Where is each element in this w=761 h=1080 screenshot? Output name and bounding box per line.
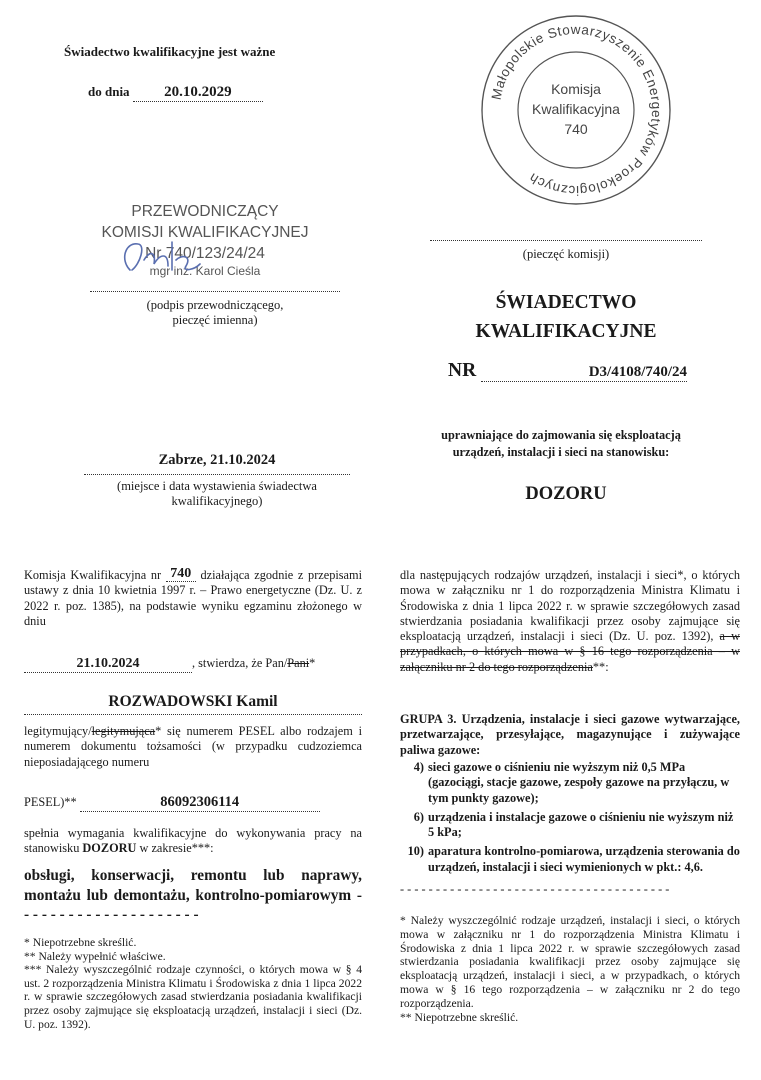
- legitymujaca-strike: legitymująca: [91, 724, 156, 738]
- p2-rest: * się numerem PESEL albo rodzajem i numerem dokumentu tożsamości (w przypadku cudzoziemca nieposiadającego numeru: [24, 724, 362, 769]
- pesel-value: 86092306114: [80, 794, 320, 812]
- p3-end: w zakresie***:: [139, 841, 214, 856]
- seal-caption: (pieczęć komisji): [522, 247, 610, 261]
- certificate-position: DOZORU: [525, 484, 607, 504]
- p3-position: DOZORU: [82, 841, 137, 856]
- exam-date: 21.10.2024: [24, 656, 192, 673]
- p1-end: , stwierdza, że Pan/: [192, 656, 288, 670]
- seal-line2: Kwalifikacyjna: [532, 101, 620, 117]
- item-num: 4): [413, 760, 424, 774]
- chair-dotted-line: [90, 291, 340, 292]
- chair-stamp-line3: Nr 740/123/24/24: [145, 245, 265, 262]
- chair-caption: [90, 298, 340, 328]
- scope-text: obsługi, konserwacji, remontu lub naprawy, montażu lub demontażu, kontrolno-pomiarowym: [24, 867, 362, 904]
- right-fn2: ** Niepotrzebne skreślić.: [400, 1010, 519, 1024]
- body-right-p1: [400, 568, 740, 675]
- pani-strike: Pani: [287, 656, 310, 670]
- place-date-caption-1: (miejsce i data wystawienia świadectwa: [117, 479, 317, 493]
- certificate-title: [430, 288, 702, 346]
- certificate-nr-value: D3/4108/740/24: [481, 364, 687, 382]
- place-date-dotted: [84, 474, 350, 475]
- place-date: Zabrze, 21.10.2024: [158, 452, 276, 468]
- chair-signature: [110, 230, 210, 290]
- scope-dashes: - - - - - - - - - - - - - - - - - - - - -: [24, 886, 362, 923]
- chair-stamp-line2: KOMISJI KWALIFIKACYJNEJ: [101, 224, 309, 241]
- rp1-text: dla następujących rodzajów urządzeń, instalacji i sieci*, o których mowa w załączniku nr 1 do rozporządzenia Ministra Klimatu i Środowiska z dnia 1 lipca 2022 r. w sprawie szczegółowych zasad stwierdzania posiadania kwalifikacji przez osoby zajmujące się eksploatacją urządzeń, instalacji i sieci (Dz. U. poz. 1392),: [400, 568, 740, 644]
- chair-stamp-line4: mgr inż. Karol Cieśla: [149, 264, 261, 278]
- p2-start: legitymujący/: [24, 724, 92, 738]
- entitles-line2: urządzeń, instalacji i sieci na stanowisku:: [452, 445, 670, 459]
- certificate-title-1: ŚWIADECTWO: [495, 292, 637, 313]
- body-left-p3: [24, 826, 362, 857]
- certificate-number-row: [448, 360, 687, 382]
- group-items: [400, 760, 740, 875]
- chair-caption-1: (podpis przewodniczącego,: [146, 298, 284, 312]
- p1-start: Komisja Kwalifikacyjna nr: [24, 568, 162, 582]
- commission-number: 740: [166, 566, 196, 582]
- seal-line3: 740: [564, 121, 588, 137]
- certificate-entitles: [405, 427, 717, 461]
- validity-prefix: do dnia: [88, 84, 130, 99]
- chair-caption-2: pieczęć imienna): [172, 313, 258, 327]
- p1-star: *: [309, 656, 316, 670]
- place-date-caption-2: kwalifikacyjnego): [171, 494, 263, 508]
- seal-ring-text: Małopolskie Stowarzyszenie Energetyków Proekologicznych: [488, 21, 665, 199]
- holder-name-dotted: [24, 714, 362, 715]
- seal-line1: Komisja: [551, 81, 601, 97]
- group-item: [400, 760, 740, 806]
- rp1-strike: a w przypadkach, o których mowa w § 16 tego rozporządzenia – w załączniku nr 2 do tego rozporządzenia: [400, 629, 740, 674]
- item-text: aparatura kontrolno-pomiarowa, urządzenia sterowania do urządzeń, instalacji i sieci wymienionych w pkt.: 4,6.: [428, 844, 740, 874]
- item-text: urządzenia i instalacje gazowe o ciśnieniu nie wyższym niż 5 kPa;: [428, 809, 734, 840]
- exam-date-row: [24, 656, 362, 673]
- right-footnotes: [400, 914, 740, 1024]
- scope-of-work: [24, 866, 362, 925]
- entitles-line1: uprawniające do zajmowania się eksploatacją: [441, 428, 681, 442]
- item-text: sieci gazowe o ciśnieniu nie wyższym niż 0,5 MPa (gazociągi, stacje gazowe, zespoły gazowe na przyłączu, w tym punkty gazowe);: [428, 760, 730, 805]
- right-dashes: - - - - - - - - - - - - - - - - - - - - - - - - - - - - - - - - - - - - - -: [400, 882, 670, 896]
- holder-name: ROZWADOWSKI Kamil: [108, 693, 278, 710]
- body-left-p2: [24, 724, 362, 770]
- certificate-nr-label: NR: [448, 360, 477, 381]
- right-fn1: * Należy wyszczególnić rodzaje urządzeń, instalacji i sieci, o których mowa w załączniku nr 1 do rozporządzenia Ministra Klimatu i Środowiska z dnia 1 lipca 2022 r. w sprawie szczegółowych zasad stwierdzania posiadania kwalifikacji przez osoby zajmujące się eksploatacją urządzeń, instalacji i sieci, a w przypadkach, o których mowa w § 16 tego rozporządzenia – w załączniku nr 2 do tego rozporządzenia.: [400, 914, 740, 1010]
- chair-stamp-line1: PRZEWODNICZĄCY: [131, 203, 279, 220]
- certificate-title-2: KWALIFIKACYJNE: [475, 321, 657, 342]
- left-fn3: *** Należy wyszczególnić rodzaje czynności, o których mowa w § 4 ust. 2 rozporządzenia Ministra Klimatu i Środowiska z dnia 1 lipca 2022 r. w sprawie szczegółowych zasad stwierdzania posiadania kwalifikacji przez osoby zajmujące się eksploatacją urządzeń, instalacji i sieci (Dz. U. poz. 1392).: [24, 963, 362, 1031]
- p3-start: spełnia wymagania kwalifikacyjne do wykonywania pracy na stanowisku: [24, 826, 362, 856]
- item-num: 6): [413, 809, 424, 824]
- place-date-caption: [84, 479, 350, 509]
- pesel-row: [24, 794, 362, 812]
- pesel-label: PESEL)**: [24, 795, 77, 809]
- group-item: [400, 844, 740, 875]
- group-title: GRUPA 3. Urządzenia, instalacje i sieci gazowe wytwarzające, przetwarzające, przesyłające, magazynujące i zużywające paliwa gazowe:: [400, 712, 740, 757]
- left-fn2: ** Należy wypełnić właściwe.: [24, 949, 166, 963]
- seal-dotted-line: [430, 240, 702, 241]
- validity-date: 20.10.2029: [133, 84, 263, 102]
- group-item: [400, 810, 740, 841]
- validity-line: Świadectwo kwalifikacyjne jest ważne: [64, 44, 276, 59]
- commission-seal: [476, 10, 676, 210]
- left-footnotes: [24, 936, 362, 1031]
- body-left-p1: [24, 566, 362, 629]
- left-fn1: * Niepotrzebne skreślić.: [24, 936, 137, 949]
- p1-middle: działająca zgodnie z przepisami ustawy z dnia 10 kwietnia 1997 r. – Prawo energetyczne (Dz. U. z 2022 r. poz. 1385), na podstawie wyniku egzaminu złożonego w dniu: [24, 568, 362, 628]
- rp1-end: **:: [592, 659, 609, 674]
- item-num: 10): [407, 844, 424, 859]
- validity-date-row: [88, 84, 263, 102]
